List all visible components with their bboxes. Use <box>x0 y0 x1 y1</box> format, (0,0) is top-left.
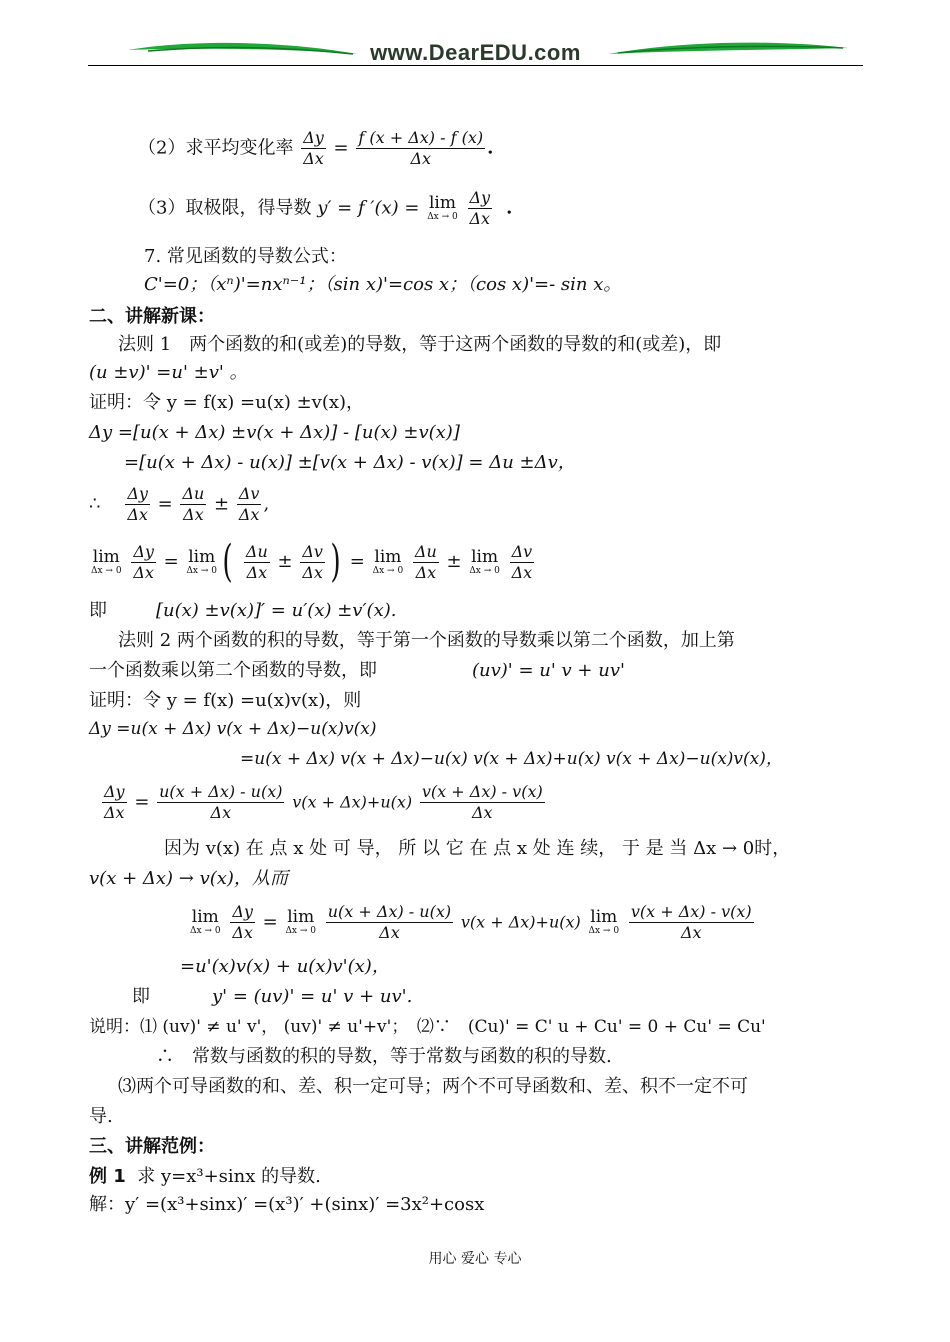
rule-2-final-label: 即 <box>132 986 150 1007</box>
site-url: www.DearEDU.com <box>370 40 581 65</box>
rule-2-tends: v(x + Δx) → v(x)，从而 <box>89 868 288 889</box>
section-2-title: 二、讲解新课： <box>89 306 215 327</box>
rule-2-dy-line-1: Δy =u(x + Δx) v(x + Δx)−u(x)v(x) <box>89 719 377 739</box>
rule-2-text-2: 一个函数乘以第二个函数的导数，即 <box>89 660 377 681</box>
rule-2-quotient: $\frac{\Delta y}{\Delta x}$ = $\frac{u(x + \Delta x) - u(x)}{\Delta x}$ v(x + Δx)+u(x) $\frac{v(x + \Delta x) - v(x)}{\Delta x}$ <box>104 782 543 822</box>
example-1-task: 求 y=x³+sinx 的导数. <box>137 1166 321 1187</box>
step-2-label: （2）求平均变化率 <box>138 137 294 159</box>
step-3-label: （3）取极限，得导数 <box>138 197 312 219</box>
rule-2-proof-intro: 证明：令 y = f(x) =u(x)v(x)，则 <box>89 690 362 711</box>
rule-1-dy-line-1: Δy =[u(x + Δx) ±v(x + Δx)] - [u(x) ±v(x)] <box>89 422 460 443</box>
rule-2-limit: lim Δx → 0 $\frac{\Delta y}{\Delta x}$ = lim Δx → 0 $\frac{u(x + \Delta x) - u(x)}{\Delta x}$ v(x + Δx)+u(x) lim Δx → 0 $\frac{v(x + \Delta x) - v(x)}{\Delta x}$ <box>190 902 752 942</box>
dy-dx-fraction: $\frac{\Delta y}{\Delta x}$ <box>303 128 324 168</box>
rule-1-proof-intro: 证明：令 y = f(x) =u(x) ±v(x)， <box>89 392 365 413</box>
item-7-heading: 7. 常见函数的导数公式： <box>144 246 347 267</box>
avg-rate-fraction: $\frac{f (x + \Delta x) - f (x)}{\Delta x}$ <box>358 128 484 168</box>
step-2: （2）求平均变化率 $\frac{\Delta y}{\Delta x}$ = $\frac{f (x + \Delta x) - f (x)}{\Delta x}$ . <box>138 128 494 168</box>
rule-2-because: 因为 v(x) 在 点 x 处 可 导， 所 以 它 在 点 x 处 连 续， 于 是 当 Δx → 0时， <box>164 838 791 859</box>
rule-2-final: y' = (uv)' = u' v + uv'. <box>212 986 413 1007</box>
rule-1-limit: lim Δx → 0 $\frac{\Delta y}{\Delta x}$ = lim Δx → 0 ( $\frac{\Delta u}{\Delta x}$ ± $\frac{\Delta v}{\Delta x}$ ) = lim Δx → 0 $\frac{\Delta u}{\Delta x}$ ± lim Δx → 0 $\frac{\Delta v}{\Delta x}$ <box>91 536 533 587</box>
note-1-conclusion: ∴ 常数与函数的积的导数，等于常数与函数的积的导数. <box>156 1046 612 1067</box>
rule-1-quotient: ∴ $\frac{\Delta y}{\Delta x}$ = $\frac{\Delta u}{\Delta x}$ ± $\frac{\Delta v}{\Delta x}$ , <box>89 484 270 524</box>
note-1: 说明：⑴ (uv)' ≠ u' v'， (uv)' ≠ u'+v'； ⑵∵ (Cu)' = C' u + Cu' = 0 + Cu' = Cu' <box>89 1017 766 1037</box>
therefore-symbol: ∴ <box>89 493 101 515</box>
rule-2-dy-line-2: =u(x + Δx) v(x + Δx)−u(x) v(x + Δx)+u(x) v(x + Δx)−u(x)v(x)， <box>240 749 783 769</box>
step-3: （3）取极限，得导数 y′ = f ′(x) = lim Δx → 0 $\frac{\Delta y}{\Delta x}$ . <box>138 188 513 228</box>
note-3-line-1: ⑶两个可导函数的和、差、积一定可导；两个不可导函数和、差、积不一定不可 <box>118 1076 748 1097</box>
rule-2-limit-result: =u'(x)v(x) + u(x)v'(x)， <box>180 956 390 977</box>
example-1 <box>89 1166 321 1188</box>
dy-dx-fraction: $\frac{\Delta y}{\Delta x}$ <box>469 188 491 228</box>
common-derivatives: C'=0；（xⁿ)'=nxⁿ⁻¹；（sin x)'=cos x；（cos x)'=- sin x。 <box>144 274 622 295</box>
example-1-solution: 解：y′ =(x³+sinx)′ =(x³)′ +(sinx)′ =3x²+cosx <box>89 1194 485 1215</box>
page-header <box>88 36 863 70</box>
note-3-line-2: 导. <box>89 1106 113 1127</box>
rule-2-formula: (uv)' = u' v + uv' <box>472 660 625 681</box>
example-1-label: 例 1 <box>89 1166 126 1187</box>
section-3-title: 三、讲解范例： <box>89 1136 215 1157</box>
limit-symbol: lim Δx → 0 <box>427 193 458 222</box>
rule-1-result-label: 即 <box>89 600 107 621</box>
header-rule <box>88 65 863 66</box>
rule-1-dy-line-2: =[u(x + Δx) - u(x)] ±[v(x + Δx) - v(x)] = Δu ±Δv， <box>124 452 576 473</box>
rule-2-text-1: 法则 2 两个函数的积的导数，等于第一个函数的导数乘以第二个函数，加上第 <box>118 630 735 651</box>
rule-1-formula: (u ±v)' =u' ±v' 。 <box>89 362 248 383</box>
rule-1-result: [u(x) ±v(x)]′ = u′(x) ±v′(x). <box>156 600 397 621</box>
page-footer: 用心 爱心 专心 <box>428 1251 522 1267</box>
rule-1-text: 法则 1 两个函数的和(或差)的导数，等于这两个函数的导数的和(或差)，即 <box>118 334 722 355</box>
